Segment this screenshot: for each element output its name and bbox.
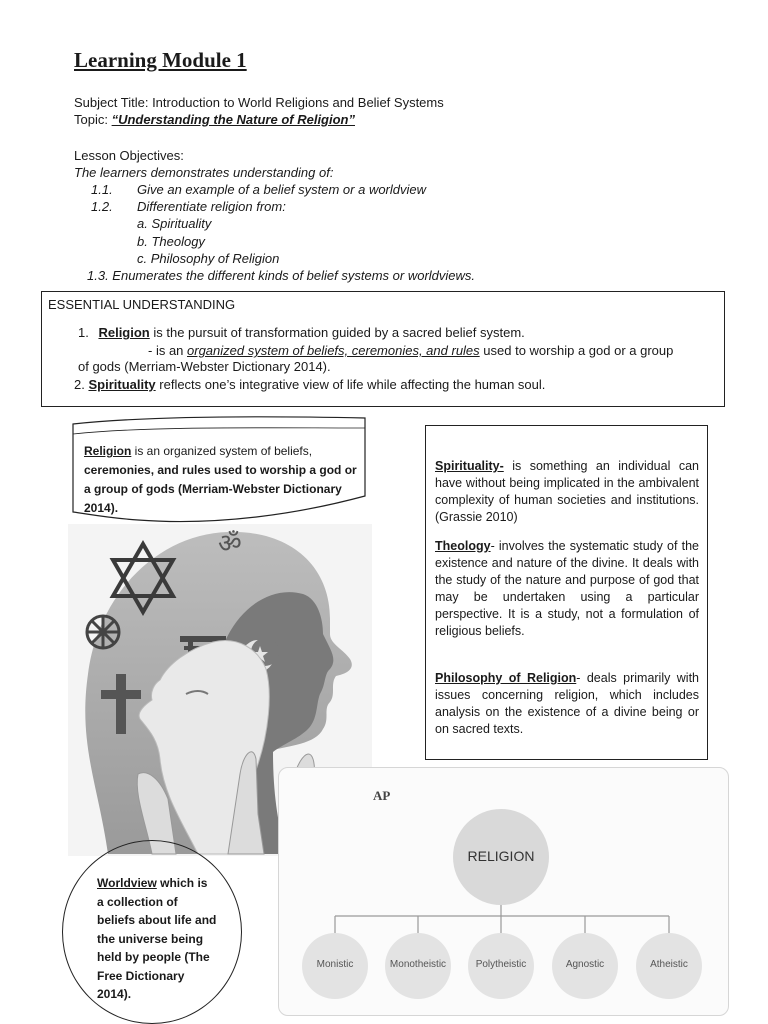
child-node-label: Monistic [316,959,354,970]
essential-point-1c: of gods (Merriam-Webster Dictionary 2014). [78,359,331,374]
point-number: 2. [74,377,85,392]
worldview-line: a collection of [97,894,178,909]
essential-point-1b [148,343,673,359]
worldview-line: held by people (The [97,950,210,964]
point-number: 1. [78,325,89,340]
om-icon: ॐ [218,529,242,559]
religion-definition: is the pursuit of transformation guided by a sacred belief system. [149,325,525,340]
theology-text: - involves the systematic study of the existence and nature of the divine. It deals with the study of the nature and purpose of god that may be undertaken using a particular perspective. It is a study, not a formulation of religious beliefs. [435,539,699,638]
subject-title-line [74,94,444,111]
topic-value: “Understanding the Nature of Religion” [111,112,355,127]
worldview-line: beliefs about life and [97,913,217,927]
subject-label: Subject Title: [74,95,149,110]
child-node-label: Atheistic [650,959,688,970]
worldview-term: Worldview [97,876,157,890]
dharma-wheel-icon [87,616,119,648]
objective-text: Give an example of a belief system or a worldview [137,182,427,197]
child-node-label: Polytheistic [475,959,527,970]
spirituality-text: is something an individual can have without being implicated in the ambivalent complexity of human societies and institutions. (Grassie 2010) [435,459,699,524]
objectives-intro: The learners demonstrates understanding of: [74,165,334,180]
essential-understanding-box [41,291,725,407]
worldview-text [97,874,227,1004]
philosophy-definition-block [435,670,699,738]
objective-num: 1.2. [91,199,113,214]
objective-text: Differentiate religion from: [137,199,286,214]
religion-node-label: RELIGION [467,848,535,864]
objective-num: 1.1. [91,182,113,197]
child-node-label: Agnostic [565,959,605,970]
callout-term: Religion [84,444,132,458]
topic-label: Topic: [74,112,108,127]
worldview-line: Free Dictionary [97,968,185,983]
topic-line [74,111,355,128]
religion-callout-text [84,442,364,518]
objective-item [91,198,113,215]
definitions-box [425,425,708,760]
religion-def-prefix: - is an [148,343,188,358]
spirituality-definition-block [435,458,699,526]
essential-point-2 [74,377,545,393]
theology-term: Theology [435,539,491,553]
concept-map-diagram [279,768,728,1015]
child-node-label: Monotheistic [389,959,447,970]
callout-line: is an organized system of beliefs, [131,444,313,458]
worldview-line: 2014). [97,987,132,1001]
module-title: Learning Module 1 [74,48,247,72]
theology-definition-block [435,538,699,640]
callout-line: 2014). [84,501,119,515]
essential-heading: ESSENTIAL UNDERSTANDING [48,297,236,312]
objective-sub-item: c. Philosophy of Religion [137,251,280,266]
subject-value: Introduction to World Religions and Belief Systems [152,95,444,110]
callout-line: a group of gods (Merriam-Webster Dictionary [84,482,342,496]
philosophy-term: Philosophy of Religion [435,671,577,685]
objective-item [91,181,113,198]
philosophy-text: - deals primarily with issues concerning religion, which includes analysis on the existence of a divine being or on sacred texts. [435,671,699,736]
objectives-heading: Lesson Objectives: [74,148,184,163]
spirituality-definition: reflects one’s integrative view of life while affecting the human soul. [155,377,546,392]
concept-map-panel [278,767,729,1016]
religion-term: Religion [98,325,150,340]
objective-sub-item: b. Theology [137,234,205,249]
objective-last: 1.3. Enumerates the different kinds of belief systems or worldviews. [87,268,476,283]
concept-map-title: AP [373,788,391,803]
worldview-line: the universe being [97,931,204,946]
spirituality-term: Spirituality [88,377,156,392]
essential-point-1 [78,325,525,341]
objective-sub-item: a. Spirituality [137,216,212,231]
callout-line: ceremonies, and rules used to worship a god or [84,463,357,477]
worldview-line: which is [156,876,208,890]
religion-def-suffix: used to worship a god or a group [479,343,674,358]
religion-def-emphasis: organized system of beliefs, ceremonies, and rules [187,343,480,358]
spirituality-term: Spirituality- [435,459,504,473]
